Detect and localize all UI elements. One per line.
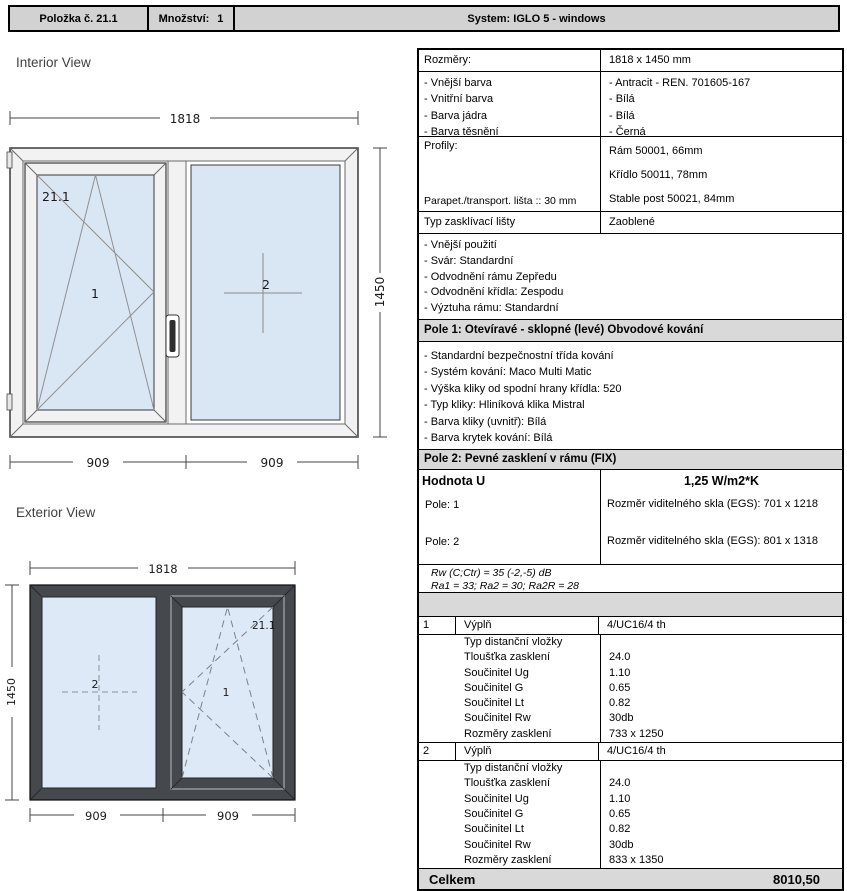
colors-values-column: [600, 72, 842, 136]
glazing-blocks: [419, 617, 842, 869]
glazing-detail-label: Tloušťka zasklení: [464, 651, 551, 664]
exterior-view-drawing: [0, 535, 410, 835]
glazing-row-spacer: [419, 666, 456, 681]
interior-dim-height-label: 1450: [373, 276, 387, 308]
glazing-detail-row: [419, 838, 842, 853]
glazing-detail-value: 1.10: [600, 792, 842, 807]
glazing-fill-value: 4/UC16/4 th: [607, 619, 666, 631]
exterior-dim-height-label: 1450: [5, 678, 18, 706]
glazing-detail-value: 24.0: [600, 650, 842, 665]
quantity-cell: [149, 7, 235, 30]
glazing-number: 2: [419, 743, 456, 760]
glazing-detail-row: [419, 822, 842, 837]
pole2-label: Pole: 2: [425, 536, 460, 548]
glazing-row-spacer: [419, 761, 456, 776]
total-value: 8010,50: [773, 871, 820, 887]
color-row-label: - Barva jádra: [424, 109, 487, 122]
hardware-note-line: - Výška kliky od spodní hrany křídla: 520: [424, 382, 622, 395]
system-cell: System: IGLO 5 - windows: [467, 12, 606, 25]
glazing-detail-value: [600, 635, 842, 650]
exterior-dim-bottom: [30, 808, 295, 822]
pole1-glass-size: Rozměr viditelného skla (EGS): 701 x 1218: [607, 498, 818, 510]
glazing-header-row: [419, 617, 842, 635]
glazing-detail-row: [419, 807, 842, 822]
glazing-detail-row: [419, 681, 842, 696]
pole2-glass-size: Rozměr viditelného skla (EGS): 801 x 1318: [607, 535, 818, 547]
glazing-bead-value: Zaoblené: [600, 212, 842, 233]
glazing-detail-label: Součinitel Lt: [464, 823, 524, 836]
glazing-row-spacer: [419, 853, 456, 868]
glazing-row-spacer: [419, 776, 456, 791]
hardware-note-line: - Typ kliky: Hliníková klika Mistral: [424, 399, 585, 412]
hinge-top-icon: [7, 152, 12, 168]
glazing-detail-value: 1.10: [600, 666, 842, 681]
glazing-fill-label: Výplň: [456, 743, 599, 760]
glazing-detail-row: [419, 853, 842, 868]
glazing-number: 1: [419, 617, 456, 634]
glazing-row-spacer: [419, 838, 456, 853]
glazing-detail-row: [419, 696, 842, 711]
pole2-section-header: Pole 2: Pevné zasklení v rámu (FIX): [419, 450, 842, 470]
glazing-detail-row: [419, 635, 842, 650]
acoustic-line: Rw (C;Ctr) = 35 (-2,-5) dB: [431, 567, 552, 579]
glazing-detail-value: 30db: [600, 711, 842, 726]
glazing-fill-value: 4/UC16/4 th: [607, 745, 666, 758]
interior-sash-number: 1: [91, 286, 99, 301]
glazing-detail-label: Součinitel Rw: [464, 838, 531, 851]
colors-labels-column: [419, 72, 600, 136]
glazing-row-spacer: [419, 650, 456, 665]
hinge-bottom-icon: [7, 394, 12, 410]
glazing-detail-row: [419, 711, 842, 726]
color-row-label: - Barva těsnění: [424, 125, 499, 138]
glazing-detail-label: Součinitel Lt: [464, 697, 524, 710]
glazing-detail-value: [600, 761, 842, 776]
exterior-dim-left-width-label: 909: [85, 809, 107, 823]
glazing-bead-row: [419, 212, 842, 234]
glazing-detail-label: Rozměry zasklení: [464, 727, 552, 740]
item-number-cell: Položka č. 21.1: [10, 7, 149, 30]
glazing-row-spacer: [419, 792, 456, 807]
glazing-row-spacer: [419, 635, 456, 650]
glazing-detail-row: [419, 792, 842, 807]
hardware-note-line: - Barva krytek kování: Bílá: [424, 432, 553, 445]
glazing-detail-label: Tloušťka zasklení: [464, 777, 551, 790]
general-notes-section: [419, 234, 842, 320]
exterior-fixed-glass: [42, 597, 156, 788]
u-value: 1,25 W/m2*K: [683, 474, 760, 488]
glazing-detail-label: Součinitel Rw: [464, 712, 531, 725]
interior-dim-width-label: 1818: [169, 112, 201, 126]
glazing-detail-value: 0.65: [600, 807, 842, 822]
exterior-dim-right-width-label: 909: [217, 809, 239, 823]
quantity-value: 1: [217, 12, 224, 25]
glazing-detail-label: Součinitel G: [464, 807, 524, 820]
color-row-value: - Bílá: [609, 109, 635, 122]
total-label: Celkem: [429, 871, 476, 887]
dimensions-label: Rozměry:: [424, 54, 472, 66]
glazing-detail-row: [419, 727, 842, 742]
glazing-detail-label: Součinitel Ug: [464, 666, 529, 679]
note-line: - Výztuha rámu: Standardní: [424, 302, 559, 315]
profiles-section: [419, 137, 842, 212]
glazing-detail-label: Typ distanční vložky: [464, 636, 563, 648]
glazing-detail-row: [419, 650, 842, 665]
pole1-section-header: Pole 1: Otevíravé - sklopné (levé) Obvodové kování: [419, 320, 842, 342]
glazing-detail-label: Rozměry zasklení: [464, 853, 552, 866]
interior-dim-bottom: [10, 455, 358, 469]
hardware-note-line: - Standardní bezpečnostní třída kování: [424, 350, 614, 362]
profiles-label: Profily:: [424, 140, 458, 152]
color-row-label: - Vnější barva: [424, 77, 492, 89]
interior-view-drawing: [0, 48, 410, 488]
glazing-detail-value: 24.0: [600, 776, 842, 791]
separator-bar: [419, 593, 842, 617]
dimensions-row: [419, 50, 842, 72]
spec-table: [417, 48, 844, 891]
glazing-header-row: [419, 743, 842, 761]
glazing-row-spacer: [419, 807, 456, 822]
profile-line: Stable post 50021, 84mm: [609, 193, 735, 205]
note-line: - Odvodnění křídla: Zespodu: [424, 286, 564, 299]
hardware-note-line: - Systém kování: Maco Multi Matic: [424, 366, 592, 379]
interior-view-title: Interior View: [16, 55, 91, 70]
profile-line: Křídlo 50011, 78mm: [609, 169, 708, 181]
color-row-value: - Antracit - REN. 701605-167: [609, 77, 751, 89]
interior-item-ref-label: 21.1: [42, 189, 70, 204]
glazing-bead-label: Typ zasklívací lišty: [424, 216, 516, 228]
color-row-value: - Černá: [609, 125, 646, 138]
glazing-block-1: [419, 617, 842, 743]
exterior-item-ref-label: 21.1: [252, 620, 276, 632]
glazing-detail-label: Součinitel Ug: [464, 792, 529, 805]
glazing-detail-value: 0.82: [600, 822, 842, 837]
glazing-detail-label: Součinitel G: [464, 681, 524, 694]
glazing-block-2: [419, 743, 842, 869]
glazing-detail-value: 833 x 1350: [600, 853, 842, 868]
exterior-sash-number: 1: [222, 686, 230, 699]
glazing-row-spacer: [419, 681, 456, 696]
interior-dim-right-width-label: 909: [260, 456, 284, 470]
note-line: - Vnější použití: [424, 239, 497, 251]
exterior-view-title: Exterior View: [16, 505, 96, 520]
glazing-row-spacer: [419, 696, 456, 711]
hardware-note-line: - Barva kliky (uvnitř): Bílá: [424, 415, 547, 428]
glazing-detail-label: Typ distanční vložky: [464, 762, 563, 775]
glazing-row-spacer: [419, 822, 456, 837]
glazing-detail-value: 0.65: [600, 681, 842, 696]
exterior-fixed-number: 2: [91, 678, 99, 691]
interior-dim-left-width-label: 909: [86, 456, 110, 470]
glazing-detail-row: [419, 776, 842, 791]
acoustics-section: [419, 565, 842, 593]
color-row-value: - Bílá: [609, 93, 635, 106]
profiles-values-column: [600, 137, 842, 211]
colors-section: [419, 72, 842, 137]
sill-strip-label: Parapet./transport. lišta :: 30 mm: [424, 195, 577, 207]
u-value-section: [419, 470, 842, 565]
u-value-label: Hodnota U: [422, 474, 486, 488]
acoustic-line: Ra1 = 33; Ra2 = 30; Ra2R = 28: [431, 579, 579, 592]
hardware-notes-section: [419, 342, 842, 450]
dimensions-value: 1818 x 1450 mm: [600, 50, 842, 71]
pole1-label: Pole: 1: [425, 499, 460, 511]
glazing-detail-value: 0.82: [600, 696, 842, 711]
window-handle-icon: [166, 315, 179, 357]
note-line: - Odvodnění rámu Zepředu: [424, 270, 557, 283]
note-line: - Svár: Standardní: [424, 254, 514, 267]
glazing-detail-row: [419, 761, 842, 776]
quantity-label: Množství:: [158, 12, 210, 25]
glazing-detail-value: 30db: [600, 838, 842, 853]
glazing-detail-row: [419, 666, 842, 681]
exterior-dim-width-label: 1818: [148, 562, 178, 576]
glazing-fill-label: Výplň: [456, 617, 599, 634]
color-row-label: - Vnitřní barva: [424, 93, 494, 106]
profile-line: Rám 50001, 66mm: [609, 145, 703, 157]
interior-fixed-number: 2: [262, 277, 270, 292]
document-header-bar: [8, 5, 840, 32]
total-row: [419, 869, 842, 889]
glazing-row-spacer: [419, 711, 456, 726]
glazing-detail-value: 733 x 1250: [600, 727, 842, 742]
glazing-row-spacer: [419, 727, 456, 742]
